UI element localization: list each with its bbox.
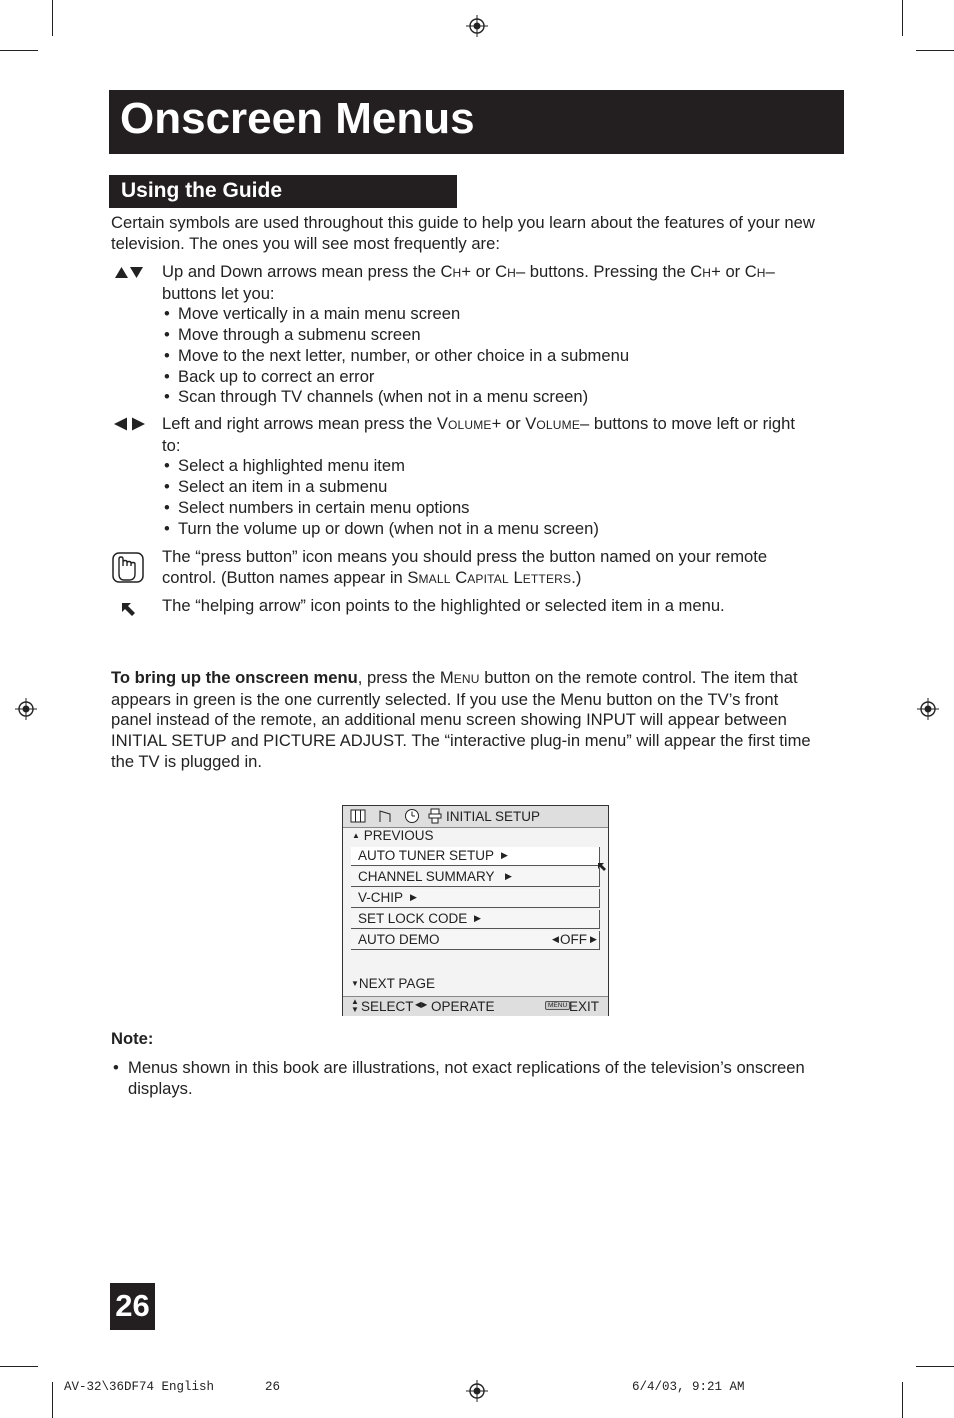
right-triangle-icon: ▶: [590, 934, 597, 944]
up-down-arrows-icon: [114, 266, 144, 279]
page-number: 26: [115, 1288, 150, 1323]
footer-operate-label: OPERATE: [431, 999, 495, 1014]
crop-mark: [902, 1382, 903, 1418]
menu-key-badge: MENU: [545, 1001, 570, 1010]
footer-exit-label: EXIT: [569, 999, 600, 1014]
right-triangle-icon: ▶: [505, 871, 512, 881]
list-item: • Turn the volume up or down (when not in a menu screen): [162, 519, 834, 540]
audio-menu-icon: [377, 809, 393, 823]
onscreen-menu-illustration: [342, 805, 609, 1016]
left-triangle-icon: ◀: [552, 934, 559, 944]
list-item: • Select a highlighted menu item: [162, 456, 834, 477]
list-item: • Scan through TV channels (when not in a menu screen): [162, 387, 834, 408]
registration-mark-icon: [466, 1380, 488, 1402]
left-right-bullet-list: [162, 456, 834, 539]
crop-mark: [52, 0, 53, 36]
menu-item-auto-tuner-setup: AUTO TUNER SETUP ▶: [351, 847, 600, 866]
registration-mark-icon: [15, 698, 37, 720]
crop-mark: [0, 1366, 38, 1367]
helping-arrow-icon: [121, 602, 137, 618]
press-button-description: [162, 547, 834, 589]
right-triangle-icon: ▶: [501, 850, 508, 860]
up-down-triangle-icon: ▲ ▼: [351, 997, 359, 1014]
crop-mark: [52, 1382, 53, 1418]
crop-mark: [916, 1366, 954, 1367]
menu-item-auto-demo: AUTO DEMO ◀ OFF ▶: [351, 931, 600, 950]
menu-item-channel-summary: CHANNEL SUMMARY ▶: [351, 868, 600, 887]
menu-next-page: ▼NEXT PAGE: [351, 976, 435, 991]
list-item: • Select numbers in certain menu options: [162, 498, 834, 519]
registration-mark-icon: [466, 15, 488, 37]
registration-mark-icon: [917, 698, 939, 720]
menu-footer: [343, 996, 608, 1016]
list-item: • Move vertically in a main menu screen: [162, 304, 834, 325]
print-footer-file: AV-32\36DF74 English: [64, 1380, 215, 1394]
helping-arrow-description: The “helping arrow” icon points to the highlighted or selected item in a menu.: [162, 596, 725, 615]
list-item: • Select an item in a submenu: [162, 477, 834, 498]
clock-menu-icon: [404, 808, 420, 824]
crop-mark: [902, 0, 903, 36]
press-button-line1: The “press button” icon means you should press the button named on your remote: [162, 547, 768, 566]
press-button-line2: control. (Button names appear in SMALL CAPITAL LETTERS.): [162, 567, 582, 587]
up-down-bullet-list: [162, 304, 834, 408]
menu-item-set-lock-code: SET LOCK CODE ▶: [351, 910, 600, 929]
left-right-description: [162, 414, 834, 539]
left-right-text: Left and right arrows mean press the VOLUME+ or VOLUME– buttons to move left or right to:: [162, 414, 795, 455]
section-title-bar: [109, 175, 457, 208]
crop-mark: [0, 50, 38, 51]
note-label: Note:: [111, 1029, 154, 1048]
up-triangle-icon: ▲: [352, 831, 360, 840]
list-item: • Move through a submenu screen: [162, 325, 834, 346]
press-button-hand-icon: [112, 550, 146, 584]
page-title-bar: [109, 90, 844, 154]
note-list-item: • Menus shown in this book are illustrations, not exact replications of the television’s onscreen displays.: [113, 1058, 805, 1098]
print-footer-date: 6/4/03, 9:21 AM: [632, 1380, 745, 1394]
picture-menu-icon: [350, 809, 366, 823]
print-footer-page: 26: [265, 1380, 281, 1394]
down-triangle-icon: ▼: [351, 979, 359, 988]
auto-demo-value: OFF: [560, 932, 587, 947]
page-number-box: [110, 1283, 155, 1330]
menu-item-v-chip: V-CHIP ▶: [351, 889, 600, 908]
menu-previous: ▲ PREVIOUS: [352, 828, 434, 843]
left-right-triangle-icon: ◀▶: [415, 1000, 428, 1009]
menu-header-title: INITIAL SETUP: [446, 809, 541, 824]
right-triangle-icon: ▶: [410, 892, 417, 902]
menu-header: [343, 806, 608, 828]
up-down-text: Up and Down arrows mean press the CH+ or CH– buttons. Pressing the CH+ or CH– buttons let you:: [162, 262, 775, 303]
section-title: Using the Guide: [121, 179, 283, 202]
page-title: Onscreen Menus: [120, 94, 475, 143]
footer-select-label: SELECT: [361, 999, 414, 1014]
right-triangle-icon: ▶: [474, 913, 481, 923]
bring-up-paragraph: To bring up the onscreen menu, press the MENU button on the remote control. The item that appears in green is the one currently selected. If you use the Menu button on the TV’s front panel instead of the remote, an additional menu screen showing INPUT will appear between INITIAL SETUP and PICTURE ADJUST. The “interactive plug-in menu” will appear the first time the TV is plugged in.: [111, 668, 811, 771]
list-item: • Move to the next letter, number, or other choice in a submenu: [162, 346, 834, 367]
crop-mark: [916, 50, 954, 51]
setup-menu-icon: [428, 808, 442, 824]
list-item: • Back up to correct an error: [162, 367, 834, 388]
intro-paragraph: Certain symbols are used throughout this guide to help you learn about the features of your new television. The ones you will see most frequently are:: [111, 213, 815, 253]
helping-arrow-icon: [597, 862, 607, 872]
left-right-arrows-icon: [113, 417, 146, 431]
up-down-description: [162, 262, 834, 408]
